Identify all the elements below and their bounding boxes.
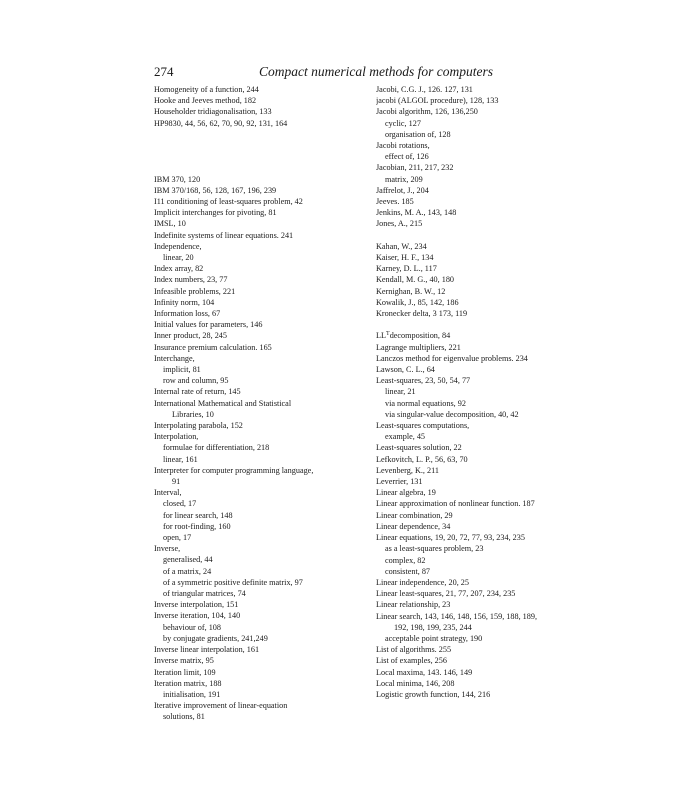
index-subentry	[154, 577, 366, 588]
entry-text: Inverse interpolation, 151	[154, 600, 239, 610]
entry-text: Local minima, 146, 208	[376, 678, 455, 688]
index-entry	[154, 678, 366, 689]
index-entry	[376, 218, 596, 229]
entry-text: consistent, 87	[385, 566, 431, 576]
entry-text: Inverse linear interpolation, 161	[154, 645, 260, 655]
entry-text: example, 45	[385, 432, 426, 442]
entry-text: Jacobian, 211, 217, 232	[376, 163, 454, 173]
index-subentry	[376, 409, 596, 420]
entry-text: HP9830, 44, 56, 62, 70, 90, 92, 131, 164	[154, 118, 288, 128]
index-subentry	[154, 510, 366, 521]
index-entry	[154, 230, 366, 241]
index-subentry	[376, 633, 596, 644]
entry-text: Internal rate of return, 145	[154, 387, 241, 397]
index-entry	[154, 196, 366, 207]
index-entry	[376, 611, 596, 622]
index-subentry	[154, 633, 366, 644]
entry-text: Implicit interchanges for pivoting, 81	[154, 208, 277, 218]
entry-text: Least-squares computations,	[376, 421, 470, 431]
entry-text: Lawson, C. L., 64	[376, 365, 435, 375]
index-entry	[376, 252, 596, 263]
entry-text: Iteration limit, 109	[154, 667, 216, 677]
index-spacer	[154, 140, 366, 151]
entry-text: cyclic, 127	[385, 118, 421, 128]
index-subentry	[154, 375, 366, 386]
index-column-left	[154, 84, 366, 723]
entry-text: implicit, 81	[163, 365, 201, 375]
index-entry	[154, 263, 366, 274]
index-entry	[154, 386, 366, 397]
entry-text: Kaiser, H. F., 134	[376, 253, 434, 263]
entry-text: Local maxima, 143. 146, 149	[376, 667, 473, 677]
entry-text: Indefinite systems of linear equations. 241	[154, 230, 294, 240]
index-subentry	[154, 454, 366, 465]
entry-text: Kahan, W., 234	[376, 241, 427, 251]
index-subentry	[376, 174, 596, 185]
index-entry	[154, 342, 366, 353]
entry-text: Leverrier, 131	[376, 477, 423, 487]
entry-text: initialisation, 191	[163, 689, 221, 699]
entry-text: Index array, 82	[154, 264, 204, 274]
index-subentry	[154, 532, 366, 543]
entry-text: as a least-squares problem, 23	[385, 544, 484, 554]
index-entry	[376, 162, 596, 173]
entry-text: open, 17	[163, 533, 192, 543]
index-entry	[376, 297, 596, 308]
index-subentry	[154, 554, 366, 565]
index-entry	[376, 420, 596, 431]
entry-text: 91	[172, 477, 181, 487]
entry-text: Libraries, 10	[172, 409, 214, 419]
index-column-right	[376, 84, 596, 700]
index-entry	[154, 610, 366, 621]
index-subentry	[154, 498, 366, 509]
index-subentry	[154, 588, 366, 599]
index-entry	[154, 218, 366, 229]
entry-text: by conjugate gradients, 241,249	[163, 633, 268, 643]
entry-text: Jacobi, C.G. J., 126. 127, 131	[376, 85, 473, 94]
entry-text: Interpreter for computer programming language,	[154, 465, 314, 475]
entry-text: Lanczos method for eigenvalue problems. 234	[376, 353, 528, 363]
index-entry	[376, 263, 596, 274]
index-entry	[376, 241, 596, 252]
entry-text: Independence,	[154, 241, 202, 251]
index-entry	[376, 577, 596, 588]
index-entry	[154, 353, 366, 364]
index-entry	[376, 342, 596, 353]
index-entry	[154, 398, 366, 409]
entry-text: LL	[376, 331, 387, 341]
index-subentry	[376, 622, 596, 633]
entry-text: via singular-value decomposition, 40, 42	[385, 409, 519, 419]
index-subentry	[154, 364, 366, 375]
index-entry	[154, 297, 366, 308]
entry-text: Jones, A., 215	[376, 219, 423, 229]
entry-text: linear, 161	[163, 454, 198, 464]
entry-text-continued: decomposition, 84	[389, 331, 451, 341]
entry-text: Jaffrelot, J., 204	[376, 185, 429, 195]
entry-text: Interpolating parabola, 152	[154, 421, 243, 431]
index-entry	[154, 106, 366, 117]
index-spacer	[376, 319, 596, 330]
entry-text: 192, 198, 199, 235, 244	[394, 622, 472, 632]
index-entry	[154, 599, 366, 610]
entry-text: Karney, D. L., 117	[376, 264, 437, 274]
index-entry	[376, 330, 596, 341]
entry-text: Homogeneity of a function, 244	[154, 85, 259, 94]
entry-text: Linear relationship, 23	[376, 600, 451, 610]
index-entry	[154, 487, 366, 498]
entry-text: Linear algebra, 19	[376, 488, 436, 498]
index-entry	[376, 140, 596, 151]
entry-text: Jacobi algorithm, 126, 136,250	[376, 107, 478, 117]
entry-text: matrix, 209	[385, 174, 423, 184]
index-subentry	[376, 386, 596, 397]
index-spacer	[376, 230, 596, 241]
entry-text: IMSL, 10	[154, 219, 186, 229]
entry-text: Lefkovitch, L. P., 56, 63, 70	[376, 454, 468, 464]
index-entry	[376, 678, 596, 689]
index-spacer	[154, 162, 366, 173]
running-title: Compact numerical methods for computers	[259, 64, 493, 79]
entry-text: acceptable point strategy, 190	[385, 633, 483, 643]
index-entry	[154, 274, 366, 285]
entry-text: Iteration matrix, 188	[154, 678, 222, 688]
entry-text: of triangular matrices, 74	[163, 589, 246, 599]
index-subentry	[154, 711, 366, 722]
index-entry	[376, 286, 596, 297]
index-entry	[154, 655, 366, 666]
index-entry	[376, 521, 596, 532]
entry-text: Hooke and Jeeves method, 182	[154, 96, 257, 106]
entry-text: linear, 21	[385, 387, 416, 397]
index-entry	[154, 174, 366, 185]
entry-text: linear, 20	[163, 252, 194, 262]
index-entry	[154, 95, 366, 106]
index-entry	[154, 118, 366, 129]
index-entry	[376, 465, 596, 476]
index-entry	[154, 241, 366, 252]
index-entry	[154, 286, 366, 297]
index-subentry	[154, 442, 366, 453]
index-subentry	[376, 543, 596, 554]
index-entry	[376, 308, 596, 319]
index-entry	[376, 196, 596, 207]
index-entry	[376, 588, 596, 599]
index-subentry	[154, 409, 366, 420]
entry-text: List of algorithms. 255	[376, 645, 452, 655]
entry-text: Levenberg, K., 211	[376, 465, 439, 475]
index-entry	[154, 330, 366, 341]
entry-text: Linear least-squares, 21, 77, 207, 234, 235	[376, 589, 516, 599]
entry-text: Logistic growth function, 144, 216	[376, 689, 491, 699]
index-subentry	[154, 566, 366, 577]
entry-text: via normal equations, 92	[385, 398, 466, 408]
index-subentry	[376, 431, 596, 442]
index-spacer	[154, 151, 366, 162]
entry-text: Jeeves. 185	[376, 197, 414, 207]
index-entry	[376, 84, 596, 95]
entry-text: organisation of, 128	[385, 129, 451, 139]
entry-text: Linear combination, 29	[376, 510, 453, 520]
index-entry	[154, 420, 366, 431]
index-entry	[154, 308, 366, 319]
entry-text: Kowalik, J., 85, 142, 186	[376, 297, 459, 307]
entry-text: List of examples, 256	[376, 656, 447, 666]
index-entry	[154, 644, 366, 655]
entry-text: of a symmetric positive definite matrix, 97	[163, 577, 303, 587]
index-entry	[376, 655, 596, 666]
page-header	[154, 64, 534, 84]
index-entry	[154, 84, 366, 95]
index-entry	[376, 644, 596, 655]
entry-text: Infinity norm, 104	[154, 297, 215, 307]
entry-text: Kronecker delta, 3 173, 119	[376, 309, 468, 319]
entry-text: Initial values for parameters, 146	[154, 320, 263, 330]
index-entry	[154, 319, 366, 330]
entry-text: Lagrange multipliers, 221	[376, 342, 461, 352]
index-entry	[154, 465, 366, 476]
entry-text: Infeasible problems, 221	[154, 286, 236, 296]
index-entry	[376, 599, 596, 610]
index-entry	[154, 700, 366, 711]
entry-text: for linear search, 148	[163, 510, 233, 520]
index-entry	[154, 667, 366, 678]
index-entry	[376, 667, 596, 678]
entry-text: formulae for differentiation, 218	[163, 443, 270, 453]
entry-text: Kendall, M. G., 40, 180	[376, 275, 455, 285]
entry-text: Iterative improvement of linear-equation	[154, 701, 288, 711]
index-subentry	[376, 555, 596, 566]
index-subentry	[154, 521, 366, 532]
entry-text: Index numbers, 23, 77	[154, 275, 228, 285]
entry-text: Insurance premium calculation. 165	[154, 342, 272, 352]
entry-text: Kernighan, B. W., 12	[376, 286, 446, 296]
entry-text: row and column, 95	[163, 376, 229, 386]
entry-text: IBM 370/168, 56, 128, 167, 196, 239	[154, 185, 277, 195]
entry-text: Inverse matrix, 95	[154, 656, 214, 666]
entry-text: Interpolation,	[154, 432, 199, 442]
entry-text: Interval,	[154, 488, 182, 498]
entry-text: closed, 17	[163, 499, 197, 509]
index-entry	[376, 442, 596, 453]
entry-text: Linear search, 143, 146, 148, 156, 159, 188, 189,	[376, 611, 537, 621]
entry-text: Householder tridiagonalisation, 133	[154, 107, 272, 117]
entry-text: Inverse,	[154, 544, 181, 554]
entry-text: Inner product, 28, 245	[154, 331, 227, 341]
index-subentry	[154, 476, 366, 487]
entry-text: Linear independence, 20, 25	[376, 577, 469, 587]
entry-text: Least-squares solution, 22	[376, 443, 462, 453]
entry-text: of a matrix, 24	[163, 566, 212, 576]
index-entry	[376, 274, 596, 285]
index-subentry	[154, 252, 366, 263]
page-number: 274	[154, 64, 174, 79]
entry-text: Interchange,	[154, 353, 195, 363]
entry-text: Jacobi rotations,	[376, 141, 430, 151]
index-subentry	[376, 566, 596, 577]
index-entry	[376, 95, 596, 106]
index-entry	[376, 689, 596, 700]
entry-text: I11 conditioning of least-squares problem, 42	[154, 196, 303, 206]
index-subentry	[376, 118, 596, 129]
index-subentry	[376, 151, 596, 162]
entry-text: generalised, 44	[163, 555, 213, 565]
index-entry	[376, 207, 596, 218]
index-entry	[376, 487, 596, 498]
index-entry	[376, 510, 596, 521]
entry-text: Least-squares, 23, 50, 54, 77	[376, 376, 471, 386]
index-entry	[376, 532, 596, 543]
entry-text: jacobi (ALGOL procedure), 128, 133	[376, 96, 499, 106]
entry-text: solutions, 81	[163, 712, 205, 722]
entry-text: behaviour of, 108	[163, 622, 221, 632]
entry-text: complex, 82	[385, 555, 426, 565]
entry-text: Linear dependence, 34	[376, 521, 451, 531]
index-entry	[154, 185, 366, 196]
entry-text: Information loss, 67	[154, 309, 221, 318]
index-entry	[376, 106, 596, 117]
index-entry	[376, 476, 596, 487]
entry-text: Linear approximation of nonlinear function. 187	[376, 499, 535, 509]
index-entry	[376, 375, 596, 386]
index-entry	[376, 185, 596, 196]
index-entry	[376, 454, 596, 465]
entry-text: effect of, 126	[385, 152, 429, 162]
entry-superscript: T	[386, 331, 390, 338]
index-subentry	[376, 398, 596, 409]
entry-text: Linear equations, 19, 20, 72, 77, 93, 234, 235	[376, 533, 525, 543]
entry-text: for root-finding, 160	[163, 521, 231, 531]
index-entry	[154, 207, 366, 218]
entry-text: Inverse iteration, 104, 140	[154, 611, 241, 621]
index-subentry	[154, 622, 366, 633]
entry-text: IBM 370, 120	[154, 174, 201, 184]
index-spacer	[154, 129, 366, 140]
entry-text: International Mathematical and Statistical	[154, 398, 292, 408]
index-subentry	[154, 689, 366, 700]
index-entry	[154, 431, 366, 442]
index-entry	[154, 543, 366, 554]
entry-text: Jenkins, M. A., 143, 148	[376, 208, 457, 218]
index-entry	[376, 364, 596, 375]
index-entry	[376, 498, 596, 509]
index-subentry	[376, 129, 596, 140]
index-entry	[376, 353, 596, 364]
